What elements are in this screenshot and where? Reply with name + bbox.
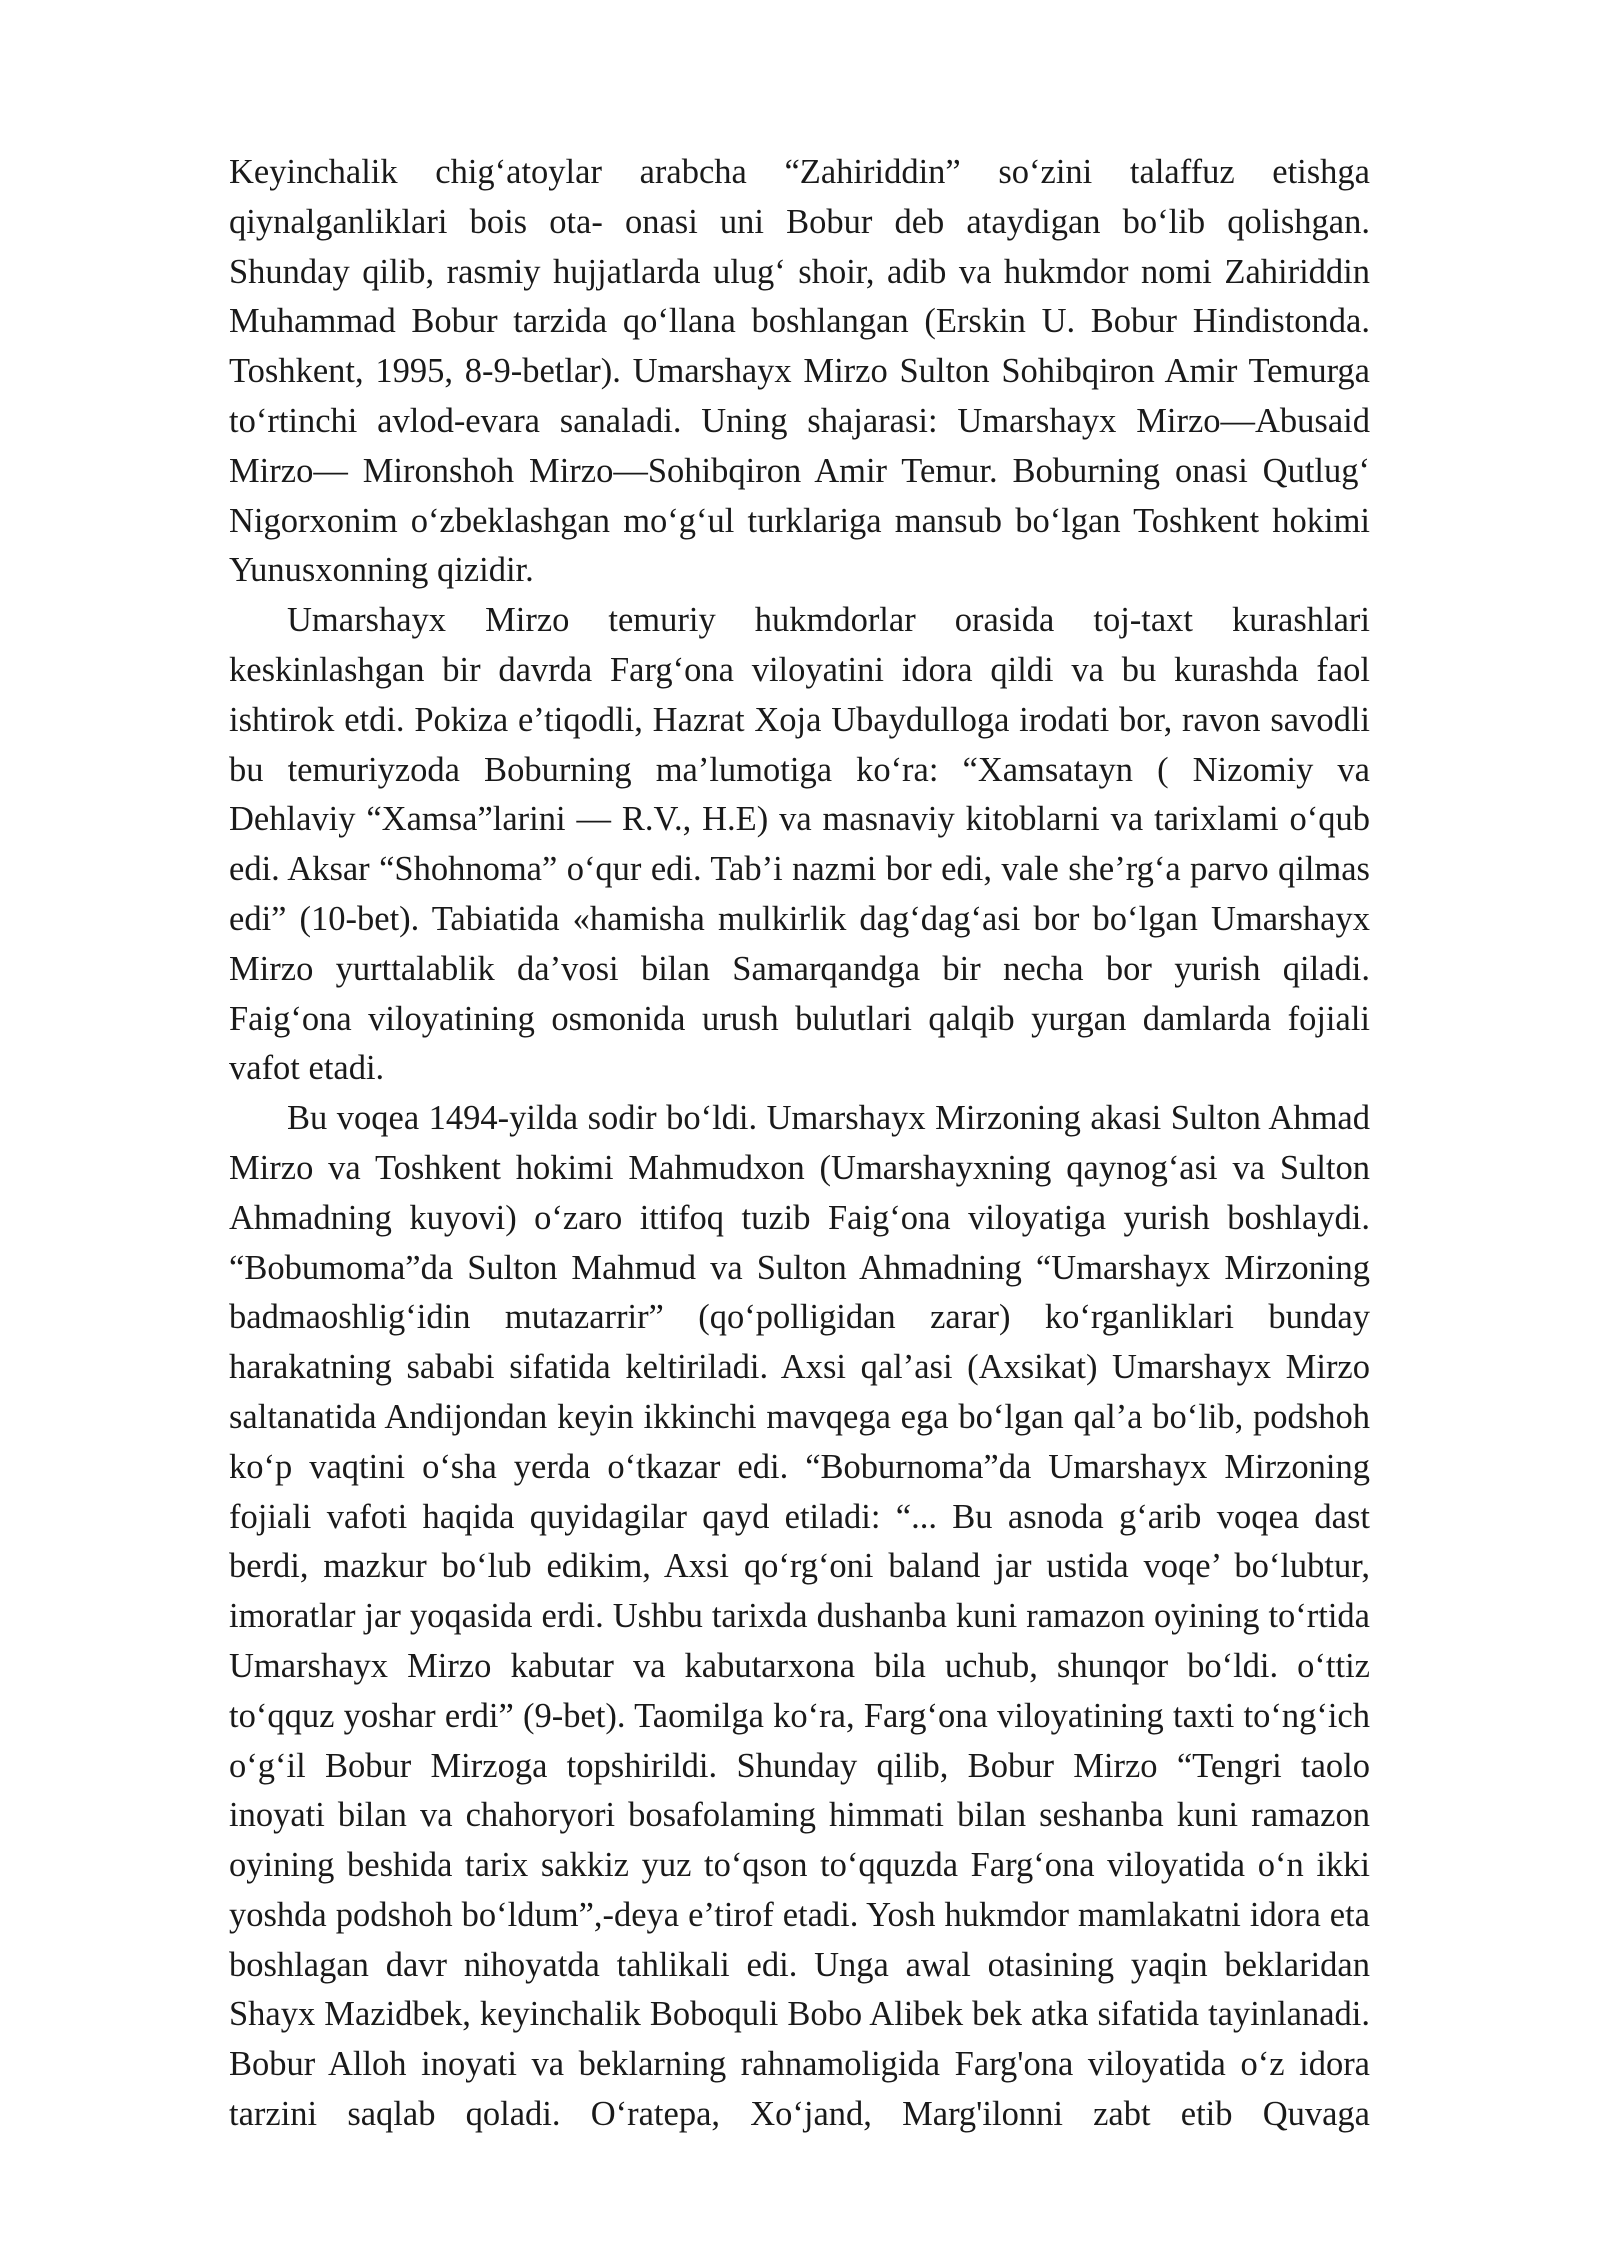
document-page xyxy=(229,148,1370,2140)
paragraph-3: Bu voqea 1494-yilda sodir bo‘ldi. Umarshayx Mirzoning akasi Sulton Ahmad Mirzo va Toshkent hokimi Mahmudxon (Umarshayxning qaynog‘asi va Sulton Ahmadning kuyovi) o‘zaro ittifoq tuzib Faig‘ona viloyatiga yurish boshlaydi. “Bobumoma”da Sulton Mahmud va Sulton Ahmadning “Umarshayx Mirzoning badmaoshlig‘idin mutazarrir” (qo‘polligidan zarar) ko‘rganliklari bunday harakatning sababi sifatida keltiriladi. Axsi qal’asi (Axsikat) Umarshayx Mirzo saltanatida Andijondan keyin ikkinchi mavqega ega bo‘lgan qal’a bo‘lib, podshoh ko‘p vaqtini o‘sha yerda o‘tkazar edi. “Boburnoma”da Umarshayx Mirzoning fojiali vafoti haqida quyidagilar qayd etiladi: “... Bu asnoda g‘arib voqea dast berdi, mazkur bo‘lub edikim, Axsi qo‘rg‘oni baland jar ustida voqe’ bo‘lubtur, imoratlar jar yoqasida erdi. Ushbu tarixda dushanba kuni ramazon oyining to‘rtida Umarshayx Mirzo kabutar va kabutarxona bila uchub, shunqor bo‘ldi. o‘ttiz to‘qquz yoshar erdi” (9-bet). Taomilga ko‘ra, Farg‘ona viloyatining taxti to‘ng‘ich o‘g‘il Bobur Mirzoga topshirildi. Shunday qilib, Bobur Mirzo “Tengri taolo inoyati bilan va chahoryori bosafolaming himmati bilan seshanba kuni ramazon oyining beshida tarix sakkiz yuz to‘qson to‘qquzda Farg‘ona viloyatida o‘n ikki yoshda podshoh bo‘ldum”,-deya e’tirof etadi. Yosh hukmdor mamlakatni idora eta boshlagan davr nihoyatda tahlikali edi. Unga awal otasining yaqin beklaridan Shayx Mazidbek, keyinchalik Boboquli Bobo Alibek bek atka sifatida tayinlanadi. Bobur Alloh inoyati va beklarning rahnamoligida Farg'ona viloyatida o‘z idora tarzini saqlab qoladi. O‘ratepa, Xo‘jand, Marg'ilonni zabt etib Quvaga xyxy=(229,1099,1370,2134)
paragraph-2: Umarshayx Mirzo temuriy hukmdorlar orasida toj-taxt kurashlari keskinlashgan bir davrda Farg‘ona viloyatini idora qildi va bu kurashda faol ishtirok etdi. Pokiza e’tiqodli, Hazrat Xoja Ubaydulloga irodati bor, ravon savodli bu temuriyzoda Boburning ma’lumotiga ko‘ra: “Xamsatayn ( Nizomiy va Dehlaviy “Xamsa”larini — R.V., H.E) va masnaviy kitoblarni va tarixlami o‘qub edi. Aksar “Shohnoma” o‘qur edi. Tab’i nazmi bor edi, vale she’rg‘a parvo qilmas edi” (10-bet). Tabiatida «hamisha mulkirlik dag‘dag‘asi bor bo‘lgan Umarshayx Mirzo yurttalablik da’vosi bilan Samarqandga bir necha bor yurish qiladi. Faig‘ona viloyatining osmonida urush bulutlari qalqib yurgan damlarda fojiali vafot etadi. xyxy=(229,601,1370,1088)
paragraph-1: Keyinchalik chig‘atoylar arabcha “Zahiriddin” so‘zini talaffuz etishga qiynalganliklari bois ota- onasi uni Bobur deb ataydigan bo‘lib qolishgan. Shunday qilib, rasmiy hujjatlarda ulug‘ shoir, adib va hukmdor nomi Zahiriddin Muhammad Bobur tarzida qo‘llana boshlangan (Erskin U. Bobur Hindistonda. Toshkent, 1995, 8-9-betlar). Umarshayx Mirzo Sulton Sohibqiron Amir Temurga to‘rtinchi avlod-evara sanaladi. Uning shajarasi: Umarshayx Mirzo—Abusaid Mirzo— Mironshoh Mirzo—Sohibqiron Amir Temur. Boburning onasi Qutlug‘ Nigorxonim o‘zbeklashgan mo‘g‘ul turklariga mansub bo‘lgan Toshkent hokimi Yunusxonning qizidir. xyxy=(229,153,1370,590)
